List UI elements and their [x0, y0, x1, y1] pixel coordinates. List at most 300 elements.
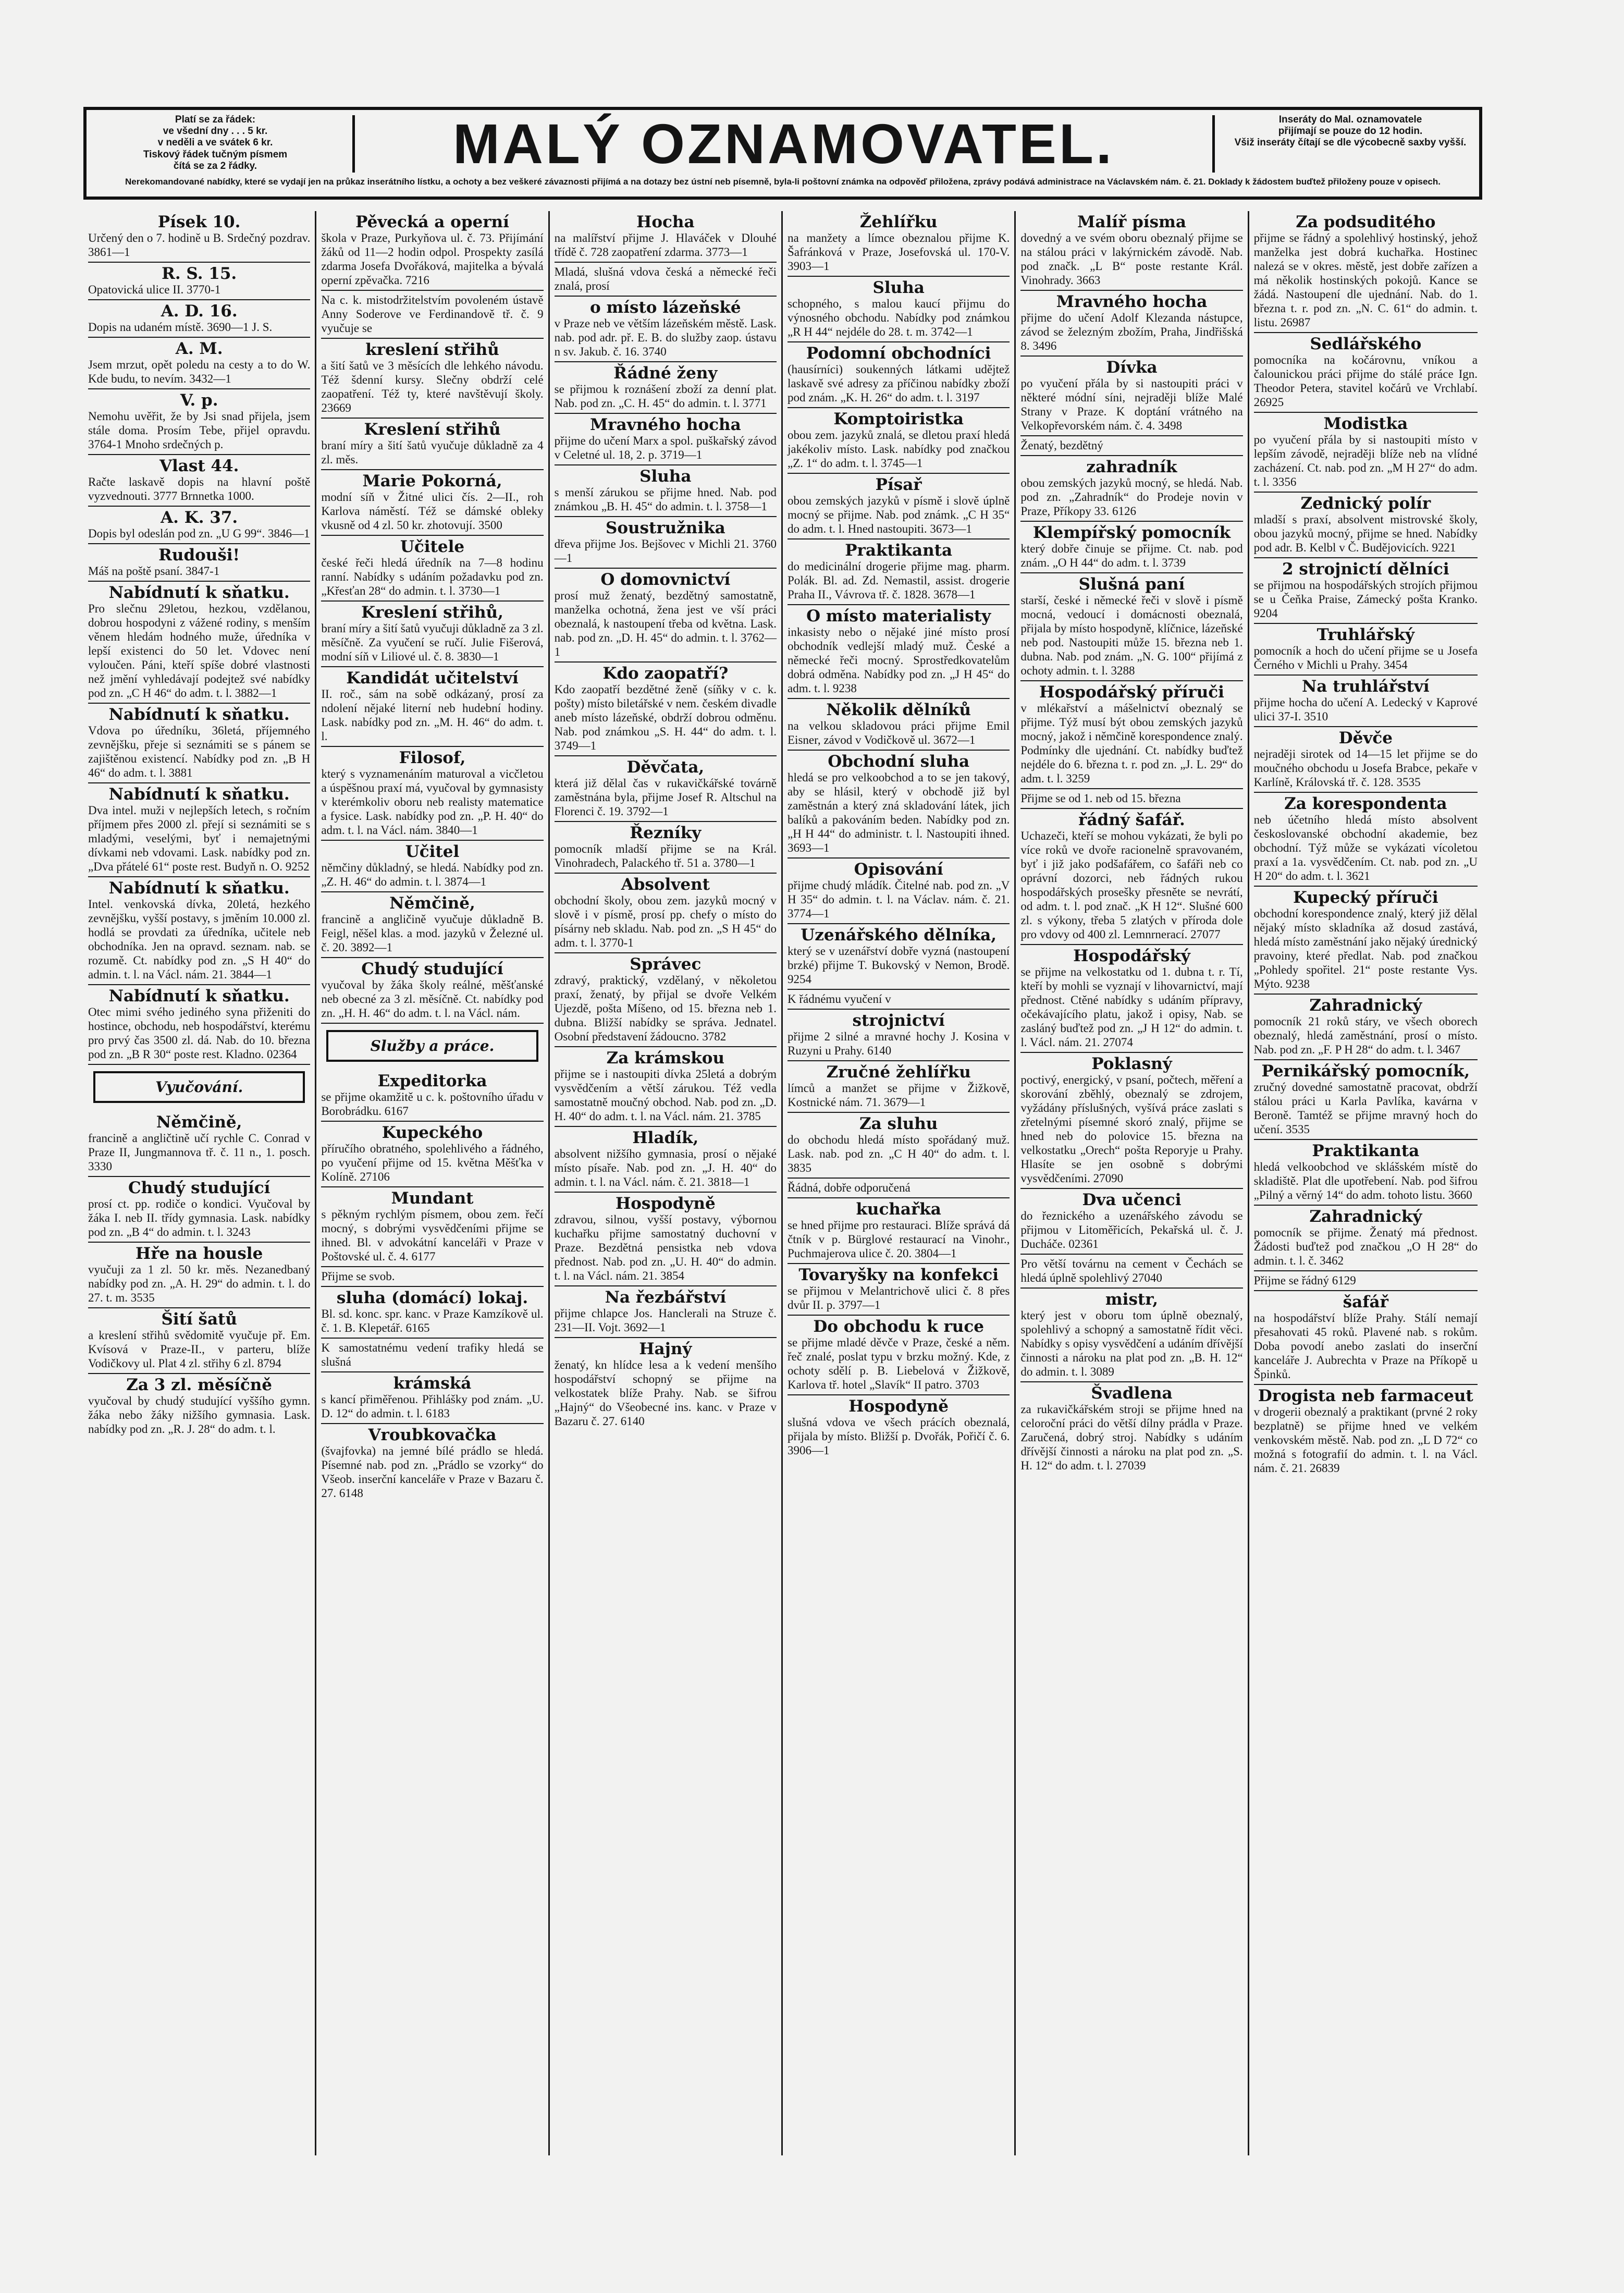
ad-heading: O místo materialisty — [806, 607, 991, 626]
ad-heading: Praktikanta — [1312, 1142, 1420, 1160]
ad-body: který se v uzenářství dobře vyzná (nastoupení brzké) přijme T. Bukovský v Nemon, Brodě. 9254 — [788, 945, 1010, 986]
ad-heading: sluha (domácí) lokaj. — [336, 1289, 528, 1307]
ad-heading: Kandidát učitelství — [346, 669, 519, 688]
ad-heading: Zahradnický — [1309, 996, 1422, 1015]
classified-ad — [88, 985, 310, 1065]
classified-ad — [1254, 676, 1478, 727]
classified-ad — [88, 211, 310, 263]
ad-body: schopného, s malou kaucí přijmu do výnosného obchodu. Nabídky pod známkou „R H 44“ nejdéle do 28. t. m. 3742—1 — [788, 297, 1010, 338]
ad-heading: 2 strojnictí dělníci — [1282, 560, 1449, 579]
classified-ad — [88, 1374, 310, 1439]
ad-body: se přijme mladé děvče v Praze, české a něm. řeč znalé, poslat typu v brzku možný. Kde, z ochoty sdělí p. B. Liebelová v Žižkově, Karlova tř. hotel „Slavík“ II patro. 3703 — [788, 1336, 1010, 1391]
classified-ad — [555, 953, 777, 1047]
ad-heading: Za korespondenta — [1284, 794, 1447, 813]
ad-body: Ženatý, bezdětný — [1020, 439, 1103, 452]
ad-body: na velkou skladovou práci přijme Emil Eisner, závod v Vodičkově ul. 3672—1 — [788, 719, 1010, 746]
classified-ad — [321, 419, 543, 470]
classified-ad — [1020, 809, 1242, 945]
classified-ad — [1020, 945, 1242, 1053]
classified-ad — [555, 414, 777, 465]
classified-ad — [555, 211, 777, 263]
ad-body: zdravou, silnou, vyšší postavy, výbornou kuchařku přijme samostatný duchovní v Praze. Bezdětná pensistka neb vdova přednost. Nab. pod zn. „U. H. 40“ do admin. t. l. na Václ. nám. 21. 3854 — [554, 1213, 777, 1282]
classified-ad — [321, 667, 543, 747]
ad-heading: Mravného hocha — [589, 415, 741, 434]
classified-ad — [788, 1061, 1010, 1113]
ad-body: Dopis na udaném místě. 3690—1 J. S. — [88, 321, 273, 334]
classified-ad — [555, 1047, 777, 1127]
classified-ad — [321, 470, 543, 536]
classified-ad — [1020, 522, 1242, 573]
classified-ad — [88, 300, 310, 338]
classified-ad — [321, 602, 543, 667]
ad-heading: řádný šafář. — [1078, 811, 1185, 829]
ad-heading: Chudý studující — [128, 1179, 270, 1197]
classified-ad — [555, 874, 777, 953]
ad-column-4 — [783, 211, 1016, 2155]
ad-heading: Uzenářského dělníka, — [801, 926, 997, 945]
ad-heading: Na řezbářství — [605, 1288, 727, 1307]
classified-ad — [1254, 995, 1478, 1060]
ad-heading: Nabídnutí k sňatku. — [108, 705, 290, 724]
ad-body: a šití šatů ve 3 měsících dle lehkého návodu. Též šdenní kursy. Slečny obdrží celé zaopatření. Též ty, které navštěvují školy. 23669 — [321, 359, 544, 414]
ad-body: Vdova po úředníku, 36letá, příjemného zevnějšku, přeje si seznámiti se s pánem se zajištěnou existencí. Nabídky pod zn. „B H 46“ do adm. t. l. 3881 — [88, 724, 311, 779]
ad-body: přijme se řádný a spolehlivý hostinský, jehož manželka jest dobrá kuchařka. Hostinec nalezá se v okres. městě, jest dobře zařízen a má několik hostinských pokojů. Kance se žádá. Nastoupení dle ujednání. Nab. do 1. března t. r. pod zn. „N. C. 61“ do admin. t. listu. 26987 — [1253, 231, 1478, 329]
classified-ad — [788, 342, 1010, 408]
ad-body: hledá velkoobchod ve sklášském místě do skladiště. Plat dle upotřebení. Nab. pod šifrou „Pilný a věrný 14“ do adm. tohoto listu. 3660 — [1253, 1160, 1478, 1201]
classified-ad — [1020, 456, 1242, 522]
ad-body: do obchodu hledá místo spořádaný muž. Lask. nab. pod zn. „C H 40“ do adm. t. l. 3835 — [788, 1133, 1010, 1174]
classified-ad — [1254, 793, 1478, 887]
ad-body: české řeči hledá úředník na 7—8 hodinu ranní. Nabídky s udáním požadavku pod zn. „Křesťan 28“ do admin. t. l. 3730—1 — [321, 556, 544, 597]
ad-heading: Klempířský pomocník — [1032, 523, 1231, 542]
classified-ad — [1254, 887, 1478, 995]
ad-heading: Němčině, — [156, 1113, 242, 1132]
ad-body: Přijme se od 1. neb od 15. března — [1020, 792, 1181, 805]
classified-ad — [1020, 789, 1242, 809]
ad-body: přijme hocha do učení A. Ledecký v Kaprové ulici 37-I. 3510 — [1253, 696, 1478, 723]
ad-heading: Marie Pokorná, — [362, 472, 502, 491]
classified-ad — [788, 408, 1010, 474]
section-heading: Vyučování. — [93, 1071, 305, 1103]
classified-ad — [321, 1372, 543, 1424]
ad-body: na malířství přijme J. Hlaváček v Dlouhé třídě č. 728 zaopatření zdarma. 3773—1 — [554, 231, 777, 259]
classified-ad — [555, 263, 777, 297]
classified-ad — [88, 704, 310, 783]
ad-body: francině a angličině vyučuje důkladně B. Feigl, něšel klas. a mod. jazyků v Železné ul. č. 20. 3892—1 — [321, 913, 544, 954]
classified-ad — [1254, 211, 1478, 333]
classified-ad — [555, 297, 777, 362]
page-title: MALÝ OZNAMOVATEL. — [352, 115, 1215, 173]
classified-ad — [1020, 573, 1242, 681]
ad-heading: Písař — [875, 475, 922, 494]
ad-heading: Poklasný — [1091, 1054, 1172, 1073]
ad-heading: krámská — [393, 1374, 472, 1393]
classified-ad — [1254, 1385, 1478, 1478]
ad-column-6 — [1249, 211, 1482, 2155]
classified-ad — [788, 1010, 1010, 1061]
ad-heading: Řádné ženy — [613, 364, 718, 383]
classified-ad — [1020, 1189, 1242, 1255]
ad-body: který s vyznamenáním maturoval a vicčletou a úspěšnou praxí má, vyučoval by gymnasisty v kterémkoliv oboru neb realisty matematice a fysice. Lask. nabídky pod zn. „P. H. 40“ do adm. t. l. na Václ. nám. 3840—1 — [321, 767, 544, 837]
ad-body: dřeva přijme Jos. Bejšovec v Michli 21. 3760—1 — [554, 537, 777, 565]
ad-body: Bl. sd. konc. spr. kanc. v Praze Kamzíkově ul. č. 1. B. Klepetář. 6165 — [321, 1307, 544, 1334]
classified-ad — [321, 291, 543, 339]
classified-ad — [88, 544, 310, 582]
classified-ad — [1254, 333, 1478, 413]
ad-body: mladší s praxí, absolvent mistrovské školy, obou jazyků mocný, přijme se hned. Nabídky pod adr. B. Kelbl v Č. Budějovicích. 9221 — [1253, 513, 1478, 554]
ad-heading: Dva učenci — [1082, 1191, 1182, 1209]
ad-body: Přijme se řádný 6129 — [1253, 1274, 1356, 1287]
ad-body: modní síň v Žitné ulici čís. 2—II., roh Karlova náměstí. Též se dámské obleky vkusně od 4 zl. 50 kr. zhotovují. 3500 — [321, 491, 544, 532]
classified-ad — [1254, 1206, 1478, 1271]
ad-heading: Filosof, — [399, 749, 466, 767]
classified-ad — [788, 1395, 1010, 1460]
classified-ad — [788, 859, 1010, 924]
ad-body: Opatovická ulice II. 3770-1 — [88, 283, 221, 296]
ad-heading: R. S. 15. — [162, 264, 237, 283]
ad-heading: Žehlířku — [859, 213, 938, 231]
ad-heading: Modistka — [1323, 414, 1408, 433]
classified-ad — [555, 517, 777, 569]
ad-heading: Sluha — [872, 278, 925, 297]
ad-body: nejraději sirotek od 14—15 let přijme se do moučného obchodu u Josefa Brabce, pekaře v Karlíně, Královská tř. č. 128. 3535 — [1253, 747, 1478, 789]
classified-ad — [88, 507, 310, 544]
classified-ad — [88, 1177, 310, 1243]
classified-ad — [88, 783, 310, 877]
classified-ad — [88, 389, 310, 455]
ad-heading: Písek 10. — [157, 213, 241, 231]
ad-body: do medicinální drogerie přijme mag. pharm. Polák. Bl. ad. Zd. Nemastil, assist. drogerie Praha II., Vávrova tř. č. 1828. 3678—1 — [788, 560, 1010, 601]
ad-heading: Malíř písma — [1077, 213, 1186, 231]
classified-ad — [321, 211, 543, 291]
ad-heading: Soustružnika — [605, 519, 725, 537]
ad-body: (hausírníci) soukenných látkami udějtež laskavě své adresy za příčinou nabídky zboží pod znám. „K. H. 26“ do adm. t. l. 3197 — [788, 363, 1010, 404]
ad-body: s menší zárukou se přijme hned. Nab. pod známkou „B. H. 45“ do admin. t. l. 3758—1 — [554, 486, 777, 513]
classifieds-header — [83, 107, 1482, 200]
ad-body: K samostatnému vedení trafiky hledá se slušná — [321, 1341, 544, 1368]
ad-heading: Mundant — [391, 1189, 474, 1208]
ad-body: pomocník se přijme. Ženatý má přednost. Žádosti buďtež pod značkou „O H 28“ do admin. t. l. č. 3462 — [1253, 1226, 1478, 1267]
ad-column-2 — [316, 211, 549, 2155]
ad-heading: Podomní obchodníci — [806, 344, 991, 363]
ad-heading: Několik dělníků — [826, 701, 971, 719]
ad-body: který dobře činuje se přijme. Ct. nab. pod znám. „O H 44“ do adm. t. l. 3739 — [1020, 542, 1243, 569]
ad-body: inkasisty nebo o nějaké jiné místo prosí obchodník vedlejší mladý muž. České a německé řeči mocný. Sprostředkovatelům dobrá odměna. Nabídky pod zn. „J H 45“ do adm. t. l. 9238 — [788, 626, 1010, 695]
classified-ad — [321, 747, 543, 841]
classified-ad — [555, 1193, 777, 1286]
ad-body: dovedný a ve svém oboru obeznalý přijme se na stálou práci v lakýrnickém závodě. Nab. pod značk. „L B“ poste restante Král. Vinohrady. 3663 — [1020, 231, 1243, 287]
ad-body: do řeznického a uzenářského závodu se přijmou v Litoměřicích, Pekařská ul. č. J. Ducháče. 02361 — [1020, 1209, 1243, 1250]
classified-ad — [788, 924, 1010, 990]
ad-body: poctivý, energický, v psaní, počtech, měření a skorování zběhlý, obeznalý se zdrojem, vyžádány příslušných, vyšívá práce zaslati s zřetelnými písemné skoró znalý, přijme se hned neb do polovice 15. března na velkostatku „Orech“ pošta Reporyje u Prahy. Hlasíte se jen osobně s dobrými vysvědčeními. 27090 — [1020, 1073, 1243, 1185]
classified-ad — [1020, 291, 1242, 357]
ad-body: hledá se pro velkoobchod a to se jen takový, aby se hlásil, který v obchodě již byl zaměstnán a který zná skladování látek, jich balíků a pakováním beden. Nabídky pod zn. „H H 44“ do administr. t. l. Nastoupiti ihned. 3693—1 — [788, 771, 1010, 854]
ad-heading: mistr, — [1105, 1290, 1159, 1309]
ad-heading: Pěvecká a operní — [355, 213, 509, 231]
ad-body: francině a angličtině učí rychle C. Conrad v Praze II, Jungmannova tř. č. 11 n., 1. posch. 3330 — [88, 1132, 311, 1173]
classified-ad — [88, 263, 310, 300]
ad-body: vyučoval by žáka školy reálné, měšťanské neb obecné za 3 zl. měsíčně. Ct. nabídky pod zn. „H. H. 46“ do adm. t. l. na Václ. nám. — [321, 978, 544, 1020]
ad-body: na manžety a límce obeznalou přijme K. Šafránková v Praze, Josefovská ul. 170-V. 3903—1 — [788, 231, 1010, 273]
ad-body: po vyučení přála by si nastoupiti práci v některé módní síni, nejraději blíže Malé Strany v Praze. K doptání vrátného na Velkopřevorském nám. č. 4. 3498 — [1020, 377, 1243, 432]
classified-ad — [1254, 1291, 1478, 1385]
classified-ad — [1020, 357, 1242, 436]
ad-body: vyučoval by chudý studující vyššího gymn. žáka nebo žáky nižšího gymnasia. Lask. nabídky pod zn. „R. J. 28“ do adm. t. l. — [88, 1394, 311, 1436]
ad-body: zručný dovedné samostatně pracovat, obdrží stálou práci u Karla Pavlíka, kavárna v Beroně. Tamtéž se přijme mravný hoch do učení. 3535 — [1253, 1081, 1478, 1136]
ad-heading: kuchařka — [856, 1200, 941, 1219]
classified-ad — [1254, 413, 1478, 493]
ad-heading: Kupeckého — [382, 1123, 483, 1142]
ad-body: Pro větší továrnu na cement v Čechách se hledá úplně spolehlivý 27040 — [1020, 1257, 1243, 1284]
classified-ad — [88, 582, 310, 704]
classified-ad — [321, 1267, 543, 1287]
ad-body: která již dělal čas v rukavičkářské továrně zaměstnána byla, přijme Josef R. Altschul na Florenci č. 19. 3792—1 — [554, 777, 777, 818]
ad-heading: Rudouši! — [158, 546, 240, 565]
classified-ad — [555, 822, 777, 874]
ad-heading: Za podsuditého — [1296, 213, 1436, 231]
classified-ad — [321, 892, 543, 958]
classified-ad — [321, 1287, 543, 1339]
ad-body: Přijme se svob. — [321, 1270, 395, 1283]
classified-ad — [88, 455, 310, 507]
ad-heading: Drogista neb farmaceut — [1258, 1387, 1473, 1405]
classified-ad — [1020, 1289, 1242, 1382]
ad-heading: Komptoiristka — [833, 410, 964, 428]
ad-heading: Nabídnutí k sňatku. — [108, 879, 290, 898]
classified-ad — [555, 465, 777, 517]
classified-ad — [788, 211, 1010, 277]
ad-heading: Expeditorka — [377, 1072, 487, 1090]
ad-body: Uchazeči, kteří se mohou vykázati, že byli po více roků ve dvoře racionelně spravovaném, byť i již jako podšafářem, co šafáři neb co oprávní dozorci, neb řádných rukou hospodářských prosešky přesněte se nevrátí, od adm. t. l. pod znač. „K H 12“. Slušné 600 zl. s výkony, třeba 5 zlatých v příroda dole pro vdovy od 400 zl. Lemnrnerací. 27077 — [1020, 829, 1243, 941]
classified-ad — [788, 751, 1010, 859]
ad-heading: Absolvent — [621, 875, 710, 894]
ad-body: s pěkným rychlým písmem, obou zem. řečí mocný, s dobrými vysvědčeními přijme se ihned. Bl. v advokátní kanceláři v Praze v Poštovské ul. č. 4. 6177 — [321, 1208, 544, 1263]
classified-ad — [555, 362, 777, 414]
ad-body: Dva intel. muži v nejlepších letech, s ročním příjmem přes 2000 zl. přejí si seznámiti se s mladými, veselými, byť i nemajetnými dívkami neb vdovami. Lask. nabídky pod zn. „Dva přátelé 61“ poste rest. Budyň n. O. 9252 — [88, 804, 311, 873]
ad-heading: Slušná paní — [1078, 575, 1185, 594]
ad-heading: Dívka — [1106, 358, 1158, 377]
ad-heading: O domovnictví — [600, 570, 731, 589]
classified-ad — [555, 756, 777, 822]
classified-ad — [1020, 436, 1242, 456]
ad-body: v mlékařství a mášelnictví obeznalý se přijme. Týž musí být obou zemských jazyků mocný, jakož i němčině korespondence znalý. Podmínky dle ujednání. Ct. nabídky buďtež nejdéle do 6. března t. r. pod zn. „J. L. 29“ do adm. t. l. 3259 — [1020, 702, 1243, 785]
ad-heading: Opisování — [854, 860, 943, 879]
ad-body: se hned přijme pro restauraci. Blíže správá dá čtník v p. Bürglové restaurací na Vinohr., Puchmajerova ulice č. 20. 3804—1 — [788, 1219, 1010, 1260]
classified-ad — [788, 699, 1010, 751]
ad-body: starší, české i německé řeči v slově i písmě mocná, vedoucí i domácnosti obeznalá, přijala by místo hospodyně, klíčnice, lázeňské neb pod. Nastoupiti může 15. března neb 1. dubna. Nab. pod znám. „N. G. 100“ přijímá z ochoty admin. t. l. 3288 — [1020, 594, 1243, 677]
classified-ad — [1254, 727, 1478, 793]
classified-ad — [321, 958, 543, 1024]
ad-heading: A. M. — [175, 339, 223, 358]
ad-heading: Děvče — [1338, 729, 1393, 747]
classified-ad — [321, 339, 543, 419]
ad-heading: Řezníky — [630, 824, 702, 842]
ad-heading: Obchodní sluha — [828, 752, 970, 771]
ad-body: se přijme na velkostatku od 1. dubna t. r. Tí, kteří by mohli se vyznají v lihovarnictví, mají přednost. Ctěné nabídky s udáním přípravy, očekávajícího platu, jakož i opisy, Nab. se zasláný buďtež pod zn. „J H 12“ do admin. t. l. Václ. nám. 21. 27074 — [1020, 965, 1243, 1049]
classified-ad — [788, 1113, 1010, 1179]
classified-ad — [321, 1424, 543, 1503]
ad-body: po vyučení přála by si nastoupiti místo v lepším závodě, nejraději blíže neb na vlídné zacházení. Ct. nab. pod zn. „M H 27“ do adm. t. l. 3356 — [1253, 433, 1478, 488]
ad-body: přijme se i nastoupiti dívka 25letá a dobrým vysvědčením a větší zárukou. Též vedla samostatně moučný obchod. Nab. pod zn. „D. H. 40“ do adm. t. l. na Václ. nám. 21. 3785 — [554, 1068, 777, 1123]
ad-body: absolvent nižšího gymnasia, prosí o nějaké místo písaře. Nab. pod zn. „J. H. 40“ do admin. t. l. na Václ. nám. č. 21. 3818—1 — [554, 1147, 777, 1188]
classified-ad — [88, 1308, 310, 1374]
ad-body: Račte laskavě dopis na hlavní poště vyzvednouti. 3777 Brnnetka 1000. — [88, 475, 311, 502]
ad-body: Na c. k. mistodržitelstvím povoleném ústavě Anny Soderove ve Ferdinandově tř. č. 9 vyučuje se — [321, 293, 544, 335]
ad-body: prosí ct. pp. rodiče o kondici. Vyučoval by žáka I. neb II. třídy gymnasia. Lask. nabídky pod zn. „B 4“ do admin. t. l. 3243 — [88, 1197, 311, 1239]
ad-body: se přijmou na hospodářských strojích přijmou se u Čeňka Praise, Zámecký pošta Kranko. 9204 — [1253, 579, 1478, 620]
ad-body: Mladá, slušná vdova česká a německé řeči znalá, prosí — [554, 265, 777, 292]
newspaper-page — [83, 107, 1482, 2155]
classified-ad — [321, 1070, 543, 1122]
ad-columns — [83, 211, 1482, 2155]
classified-ad — [555, 1338, 777, 1431]
ad-heading: Švadlena — [1091, 1384, 1173, 1403]
classified-ad — [1020, 1382, 1242, 1475]
ad-column-3 — [550, 211, 783, 2155]
classified-ad — [788, 990, 1010, 1010]
ad-body: braní míry a šití šatů vyučuje důkladně za 4 zl. měs. — [321, 439, 544, 466]
classified-ad — [555, 663, 777, 756]
ad-heading: zahradník — [1086, 458, 1177, 476]
ad-body: s kancí přiměřenou. Přihlášky pod znám. „U. D. 12“ do admin. t. l. 6183 — [321, 1393, 544, 1420]
ad-body: pomocník mladší přijme se na Král. Vinohradech, Palackého tř. 51 a. 3780—1 — [554, 842, 777, 869]
ad-body: Intel. venkovská dívka, 20letá, hezkého zevnějšku, vyšší postavy, s jměním 10.000 zl. hodlá se provdati za úředníka, učitele neb obchodníka. Jen na opravd. seznam. nab. se rozumě. Ct. nabídky pod zn. „S H 40“ do admin. t. l. na Václ. nám. 21. 3844—1 — [88, 898, 311, 981]
ad-heading: Hocha — [636, 213, 695, 231]
ad-body: neb účetního hledá místo absolvent českoslovanské obchodní akademie, bez obchodní. Týž může se vykázati vícoletou praxí a 1a. vysvědčením. Ct. nab. pod zn. „U H 20“ do adm. t. l. 3621 — [1253, 813, 1478, 882]
ad-body: na hospodářství blíže Prahy. Stálí nemají přesahovati 45 roků. Plavené nab. s rokům. Doba povodí anebo zaslati do inserční kanceláře J. Aubrechta v Praze na Příkopě u Špinků. — [1253, 1311, 1478, 1381]
ad-heading: Nabídnutí k sňatku. — [108, 583, 290, 602]
ad-heading: Na truhlářství — [1301, 677, 1430, 696]
ad-heading: Kdo zaopatří? — [602, 664, 729, 683]
ad-body: límců a manžet se přijme v Žižkově, Kostnické nám. 71. 3679—1 — [788, 1082, 1010, 1109]
ad-heading: Kreslení střihů — [364, 420, 501, 439]
header-footnote: Nerekomandované nabídky, které se vydají jen na průkaz inserátního lístku, a ochoty a bez veškeré závaznosti přijímá a na dotazy bez ústní neb písemně, byla-li poštovní známka na odpověď přiložena, zprávy podává administrace na Václavském nám. č. 21. Doklady k žádostem buďtež přiloženy pouze v opisech. — [125, 177, 1441, 187]
ad-heading: Hře na housle — [136, 1244, 263, 1263]
ad-heading: šafář — [1343, 1293, 1388, 1311]
ad-heading: Za sluhu — [859, 1114, 938, 1133]
ad-column-1 — [83, 211, 316, 2155]
ad-column-5 — [1016, 211, 1249, 2155]
classified-ad — [1020, 1053, 1242, 1189]
ad-body: Máš na poště psaní. 3847-1 — [88, 565, 220, 578]
ad-heading: Kupecký příruči — [1293, 888, 1438, 907]
ad-body: obou zemských jazyků v písmě i slově úplně mocný se přijme. Nab. pod známk. „C H 35“ do adm. t. l. Hned nastoupiti. 3673—1 — [788, 494, 1010, 535]
ad-heading: Mravného hocha — [1056, 292, 1208, 311]
classified-ad — [788, 1316, 1010, 1395]
classified-ad — [788, 605, 1010, 699]
ad-heading: Zručné žehlířku — [826, 1063, 971, 1082]
ad-body: ženatý, kn hlídce lesa a k vedení menšího hospodářství schopný se přijme na velkostatek blíže Prahy. Nab. se šifrou „Hajný“ do Všeobecné ins. kanc. v Praze v Bazaru č. 27. 6140 — [554, 1358, 777, 1428]
ad-body: Nemohu uvěřit, že by Jsi snad přijela, jsem stále doma. Prosím Tebe, přijel opravdu. 3764-1 Mnoho srdečných p. — [88, 410, 311, 451]
classified-ad — [788, 539, 1010, 605]
ad-body: přijme chlapce Jos. Hanclerali na Struze č. 231—II. Vojt. 3692—1 — [554, 1307, 777, 1334]
ad-body: (švajfovka) na jemné bílé prádlo se hledá. Písemné nab. pod zn. „Prádlo se vzorky“ do Všeob. inserční kanceláře v Praze v Bazaru č. 27. 6148 — [321, 1444, 544, 1500]
ad-heading: Nabídnutí k sňatku. — [108, 987, 290, 1006]
classified-ad — [321, 841, 543, 892]
ad-heading: Truhlářský — [1317, 626, 1415, 644]
classified-ad — [1020, 211, 1242, 291]
section-heading: Služby a práce. — [326, 1030, 538, 1062]
ad-heading: Za 3 zl. měsíčně — [126, 1376, 273, 1394]
ad-body: II. roč., sám na sobě odkázaný, prosí za ndolení nějaké literní neb hudební hodiny. Lask. nabídky pod zn. „M. H. 46“ do adm. t. l. — [321, 688, 544, 743]
classified-ad — [321, 536, 543, 602]
ad-body: Dopis byl odeslán pod zn. „U G 99“. 3846—1 — [88, 527, 310, 540]
ad-heading: Hospodyně — [848, 1397, 949, 1416]
ad-heading: Učitele — [400, 537, 465, 556]
classified-ad — [88, 1111, 310, 1177]
classified-ad — [555, 1127, 777, 1193]
ad-heading: Hospodářský příruči — [1039, 683, 1224, 702]
ad-body: němčiny důkladný, se hledá. Nabídky pod zn. „Z. H. 46“ do admin. t. l. 3874—1 — [321, 861, 544, 888]
ad-heading: Vroubkovačka — [368, 1426, 497, 1444]
classified-ad — [1254, 624, 1478, 676]
classified-ad — [88, 877, 310, 985]
classified-ad — [788, 1264, 1010, 1316]
classified-ad — [555, 1286, 777, 1338]
ad-heading: Němčině, — [389, 894, 475, 913]
ad-body: Pro slečnu 29letou, hezkou, vzdělanou, dobrou hospodyni z vážené rodiny, s menším věnem hledám hodného muže, úředníka v lepší existenci do 50 let. Vdovec není vyloučen. Páni, kteří spíše dobré vlastnosti než jmění vyhledávají podejtež své nabídky pod zn. „C H 46“ do adm. t. l. 3882—1 — [88, 602, 311, 700]
ad-heading: Děvčata, — [626, 758, 705, 777]
ad-heading: V. p. — [180, 391, 218, 410]
ad-body: K řádnému vyučení v — [788, 992, 891, 1006]
ad-body: příručího obratného, spolehlivého a řádného, po vyučení přijme od 15. května Měšťka v Kolíně. 27106 — [321, 1142, 544, 1183]
ad-body: pomocník 21 roků stáry, ve všech oborech obeznalý, hledá zaměstnání, prosí o místo. Nab. pod zn. „F. P H 28“ do adm. t. l. 3467 — [1253, 1015, 1478, 1056]
ad-heading: Vlast 44. — [159, 457, 239, 475]
ad-heading: Hospodářský — [1073, 947, 1190, 965]
ad-heading: Nabídnutí k sňatku. — [108, 785, 290, 804]
ad-body: škola v Praze, Purkyňova ul. č. 73. Přijímání žáků od 11—2 hodin odpol. Prospekty zasílá zdarma Josefa Dvořáková, majitelka a bývalá operní zpěvačka. 7216 — [321, 231, 544, 287]
classified-ad — [88, 1243, 310, 1308]
classified-ad — [788, 1198, 1010, 1264]
classified-ad — [788, 277, 1010, 342]
ad-body: v drogerii obeznalý a praktikant (prvné 2 roky bezplatně) se přijme hned ve velkém venkovském městě. Nab. pod zn. „L D 72“ co možná s fotografií do admin. t. l. na Václ. nám. č. 21. 26839 — [1253, 1405, 1478, 1475]
ad-body: přijme do učení Adolf Klezanda nástupce, závod se železným zbožím, Praha, Jindřišská 8. 3496 — [1020, 311, 1243, 352]
ad-heading: Správec — [630, 955, 702, 974]
classified-ad — [555, 569, 777, 663]
ad-heading: Šití šatů — [161, 1310, 237, 1329]
ad-body: a kreslení střihů svědomitě vyučuje př. Em. Kvísová v Praze-II., v parteru, blíže Vodičkovy ul. Plat 4 zl. střihy 6 zl. 8794 — [88, 1329, 311, 1370]
ad-body: obou zem. jazyků znalá, se dletou praxí hledá jakékoliv místo. Lask. nabídky pod značkou „Z. 1“ do adm. t. l. 3745—1 — [788, 428, 1010, 470]
classified-ad — [1254, 1271, 1478, 1291]
classified-ad — [321, 1122, 543, 1187]
ad-heading: Praktikanta — [845, 541, 953, 560]
ad-body: se přijme okamžitě u c. k. poštovního úřadu v Borobrádku. 6167 — [321, 1090, 544, 1118]
ad-body: obou zemských jazyků mocný, se hledá. Nab. pod zn. „Zahradník“ do Prodeje novin v Praze, Příkopy 33. 6126 — [1020, 476, 1243, 518]
ad-heading: Kreslení střihů, — [361, 603, 503, 622]
ad-heading: kreslení střihů — [365, 340, 499, 359]
ad-body: Otec mimi svého jediného syna přiženiti do hostince, obchodu, neb hospodářství, kterému pro prvý čas 3500 zl. dá. Nab. do 10. března pod zn. „B R 30“ poste rest. Kladno. 02364 — [88, 1006, 311, 1061]
classified-ad — [788, 474, 1010, 539]
ad-heading: A. K. 37. — [161, 508, 238, 527]
ad-body: obchodní školy, obou zem. jazyků mocný v slově i v písmě, prosí pp. chefy o místo do písárny neb skladu. Nab. pod zn. „S H 45“ do adm. t. l. 3770-1 — [554, 894, 777, 949]
ad-heading: Zednický polír — [1300, 494, 1431, 513]
ad-body: obchodní korespondence znalý, který již dělal nějaký místo skladníka až dosud zastává, hledá místo zaměstnání jako nějaký úrednický pravoiny, které předlat. Nab. pod značkou „Pohledy spořitel. 21“ poste restante Vys. Mýto. 9238 — [1253, 907, 1478, 990]
ad-heading: Hladík, — [632, 1129, 699, 1147]
ad-body: pomocníka na kočárovnu, vníkou a čalounickou práci přijme do stálé práce Ign. Theodor Petera, stavitel kočárů ve Vrchlabí. 26925 — [1253, 353, 1478, 409]
ad-heading: Hospodyně — [615, 1194, 716, 1213]
ad-body: přijme 2 silné a mravné hochy J. Kosina v Ruzyni u Prahy. 6140 — [788, 1030, 1010, 1057]
ad-heading: Zahradnický — [1309, 1207, 1422, 1226]
ad-heading: Hajný — [639, 1340, 692, 1358]
ad-body: Jsem mrzut, opět poledu na cesty a to do W. Kde budu, to nevím. 3432—1 — [88, 358, 311, 385]
classified-ad — [88, 338, 310, 389]
ad-heading: o místo lázeňské — [589, 298, 741, 317]
classified-ad — [321, 1339, 543, 1372]
classified-ad — [1254, 493, 1478, 558]
ad-body: se přijmou v Melantrichově ulici č. 8 přes dvůr II. p. 3797—1 — [788, 1284, 1010, 1311]
ad-heading: Tovaryšky na konfekci — [798, 1266, 999, 1284]
ad-body: se přijmou k roznášení zboží za denní plat. Nab. pod zn. „C. H. 45“ do admin. t. l. 3771 — [554, 383, 777, 410]
